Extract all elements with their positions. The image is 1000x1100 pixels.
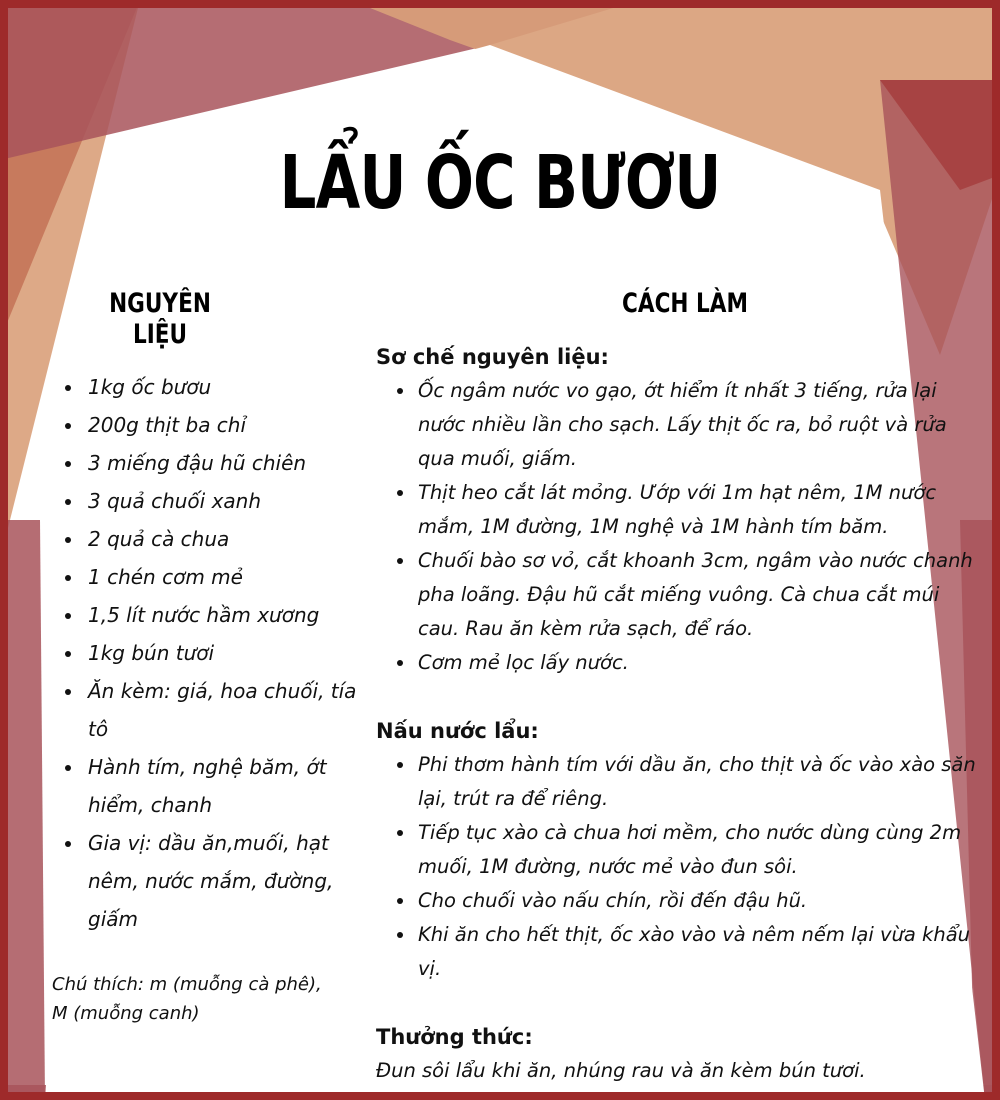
section-title-prep: Sơ chế nguyên liệu: [376,345,609,369]
step-item: • Thịt heo cắt lát mỏng. Ướp với 1m hạt nêm, 1M nước mắm, 1M đường, 1M nghệ và 1M hành tím băm. [416,476,976,544]
section-title-cook: Nấu nước lẩu: [376,719,539,743]
ingredients-list [56,368,374,938]
step-item: • Phi thơm hành tím với dầu ăn, cho thịt và ốc vào xào săn lại, trút ra để riêng. [416,748,976,816]
ingredients-heading: NGUYÊN LIỆU [109,288,211,350]
cook-steps-list [376,748,976,986]
section-gap [376,986,976,1020]
method-heading: CÁCH LÀM [622,288,748,319]
measurement-note: Chú thích: m (muỗng cà phê), M (muỗng canh) [52,974,322,1024]
ingredient-item: • 1kg bún tươi [84,634,374,672]
method-steps [376,340,976,1088]
step-item: • Ốc ngâm nước vo gạo, ớt hiểm ít nhất 3 tiếng, rửa lại nước nhiều lần cho sạch. Lấy thịt ốc ra, bỏ ruột và rửa qua muối, giấm. [416,374,976,476]
step-item: • Tiếp tục xào cà chua hơi mềm, cho nước dùng cùng 2m muối, 1M đường, nước mẻ vào đun sôi. [416,816,976,884]
ingredient-item: • 3 miếng đậu hũ chiên [84,444,374,482]
ingredient-item: • 200g thịt ba chỉ [84,406,374,444]
recipe-title: LẨU ỐC BƯƠU [279,140,721,226]
step-item: • Cơm mẻ lọc lấy nước. [416,646,976,680]
step-item: • Khi ăn cho hết thịt, ốc xào vào và nêm nếm lại vừa khẩu vị. [416,918,976,986]
serve-text: Đun sôi lẩu khi ăn, nhúng rau và ăn kèm bún tươi. [376,1059,866,1082]
ingredient-item: • 1kg ốc bươu [84,368,374,406]
ingredient-item: • 1,5 lít nước hầm xương [84,596,374,634]
section-title-serve: Thưởng thức: [376,1025,533,1049]
ingredient-item: • Gia vị: dầu ăn,muối, hạt nêm, nước mắm, đường, giấm [84,824,374,938]
ingredient-item: • 2 quả cà chua [84,520,374,558]
step-item: • Chuối bào sơ vỏ, cắt khoanh 3cm, ngâm vào nước chanh pha loãng. Đậu hũ cắt miếng vuông. Cà chua cắt múi cau. Rau ăn kèm rửa sạch, để ráo. [416,544,976,646]
ingredient-item: • Hành tím, nghệ băm, ớt hiểm, chanh [84,748,374,824]
ingredient-item: • 1 chén cơm mẻ [84,558,374,596]
step-item: • Cho chuối vào nấu chín, rồi đến đậu hũ. [416,884,976,918]
section-gap [376,680,976,714]
ingredient-item: • Ăn kèm: giá, hoa chuối, tía tô [84,672,374,748]
ingredient-item: • 3 quả chuối xanh [84,482,374,520]
prep-steps-list [376,374,976,680]
